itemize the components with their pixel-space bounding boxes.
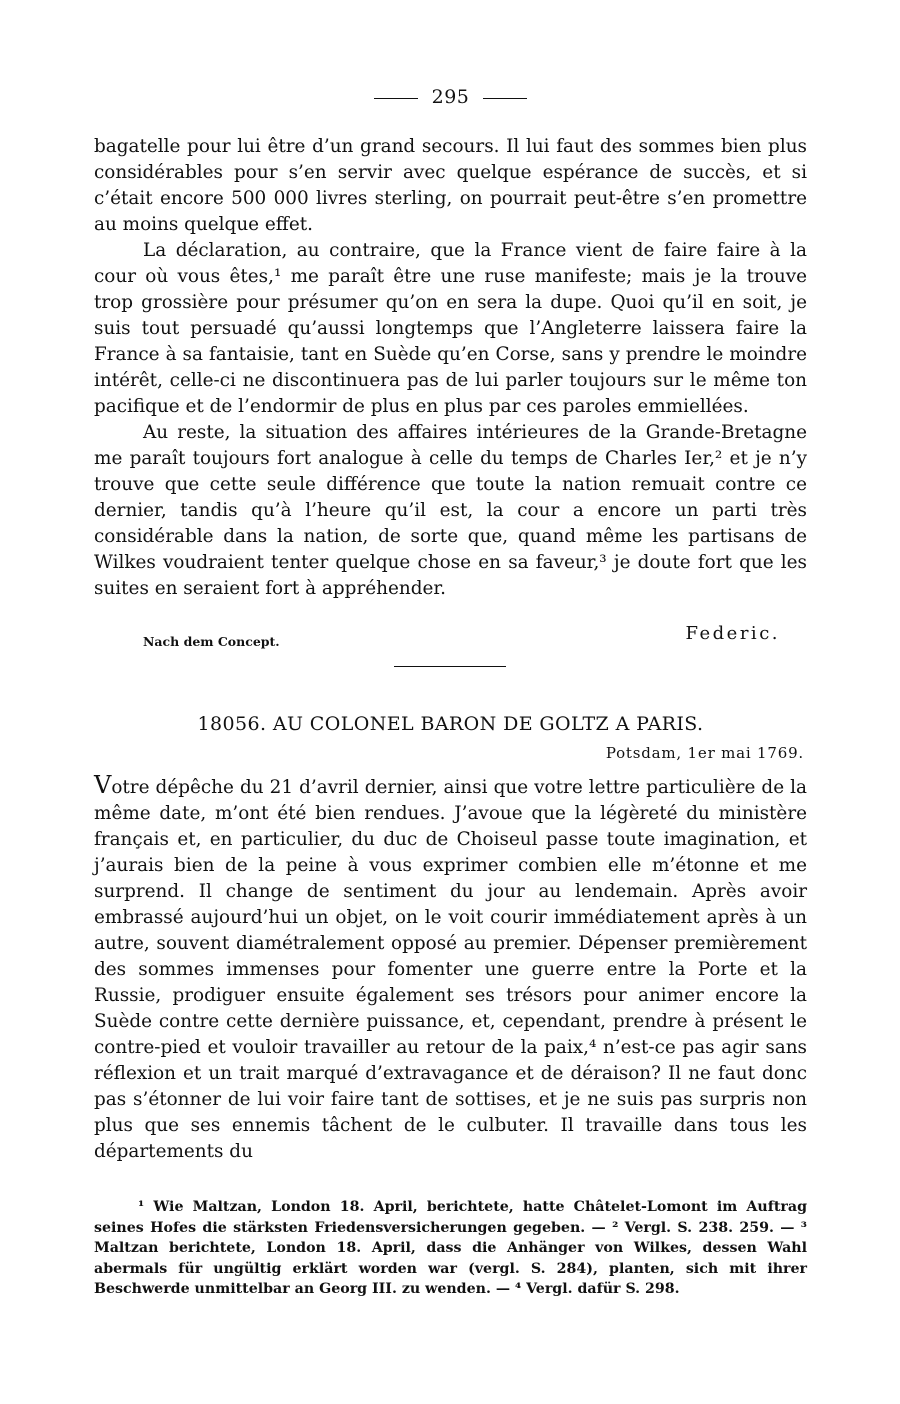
page-number: 295 [431,86,470,108]
source-note: Nach dem Concept. [143,634,280,649]
header-dash-left [374,98,418,99]
signature: Federic. [685,623,780,644]
letter-title: 18056. AU COLONEL BARON DE GOLTZ A PARIS. [197,713,704,735]
letter-paragraph [94,772,807,1165]
letter-body-text: otre dépêche du 21 d’avril dernier, ainsi que votre lettre particulière de la même date, m’ont été bien rendues. J’avoue que la légèreté du ministère français et, en particulier, du duc de Choiseul passe toute imagination, et j’aurais bien de la peine à vous exprimer combien elle m’étonne et me surprend. Il change de sentiment du jour au lendemain. Après avoir embrassé aujourd’hui un objet, on le voit courir immédiatement après à un autre, souvent diamétralement opposé au premier. Dépenser premièrement des sommes immenses pour fomenter une guerre entre la Porte et la Russie, prodiguer ensuite également ses trésors pour animer encore la Suède contre cette dernière puissance, et, cependant, prendre à présent le contre-pied et vouloir travailler au retour de la paix,⁴ n’est-ce pas agir sans réflexion et un trait marqué d’extravagance et de déraison? Il ne faut donc pas s’étonner de lui voir faire tant de sottises, et je ne suis pas surpris non plus que ses ennemis tâchent de le culbuter. Il travaille dans tous les départements du [94,777,807,1162]
dateline: Potsdam, 1er mai 1769. [605,744,804,762]
header-dash-right [483,98,527,99]
previous-letter-ending [94,134,807,602]
paragraph-continued: bagatelle pour lui être d’un grand secours. Il lui faut des sommes bien plus considérables pour s’en servir avec quelque espérance de succès, et si c’était encore 500 000 livres sterling, on pourrait peut-être s’en promettre au moins quelque effet. [94,136,807,235]
paragraph-au-reste: Au reste, la situation des affaires intérieures de la Grande-Bretagne me paraît toujours fort analogue à celle du temps de Charles Ier,² et je n’y trouve que cette seule différence que toute la nation remuait contre ce dernier, tandis qu’à l’heure qu’il est, la cour a encore un parti très considérable dans la nation, de sorte que, quand même les partisans de Wilkes voudraient tenter quelque chose en sa faveur,³ je doute fort que les suites en seraient fort à appréhender. [94,422,807,599]
page-header [94,86,807,108]
paragraph-declaration: La déclaration, au contraire, que la France vient de faire faire à la cour où vous êtes,¹ me paraît être une ruse manifeste; mais je la trouve trop grossière pour présumer qu’on en sera la dupe. Quoi qu’il en soit, je suis tout persuadé qu’aussi longtemps que l’Angleterre laissera faire la France à sa fantaisie, tant en Suède qu’en Corse, sans y prendre le moindre intérêt, celle-ci ne discontinuera pas de lui parler toujours sur le même ton pacifique et de l’endormir de plus en plus par ces paroles emmiellées. [94,240,807,417]
section-divider [394,666,506,667]
letter-body [94,772,807,1165]
footnotes: ¹ Wie Maltzan, London 18. April, berichtete, hatte Châtelet-Lomont im Auftrag seines Hofes die stärksten Friedensversicherungen gegeben. — ² Vergl. S. 238. 259. — ³ Maltzan berichtete, London 18. April, dass die Anhänger von Wilkes, dessen Wahl abermals für ungültig erklärt worden war (vergl. S. 284), planten, sich mit ihrer Beschwerde unmittelbar an Georg III. zu wenden. — ⁴ Vergl. dafür S. 298. [94,1199,807,1297]
drop-cap: V [94,771,112,799]
